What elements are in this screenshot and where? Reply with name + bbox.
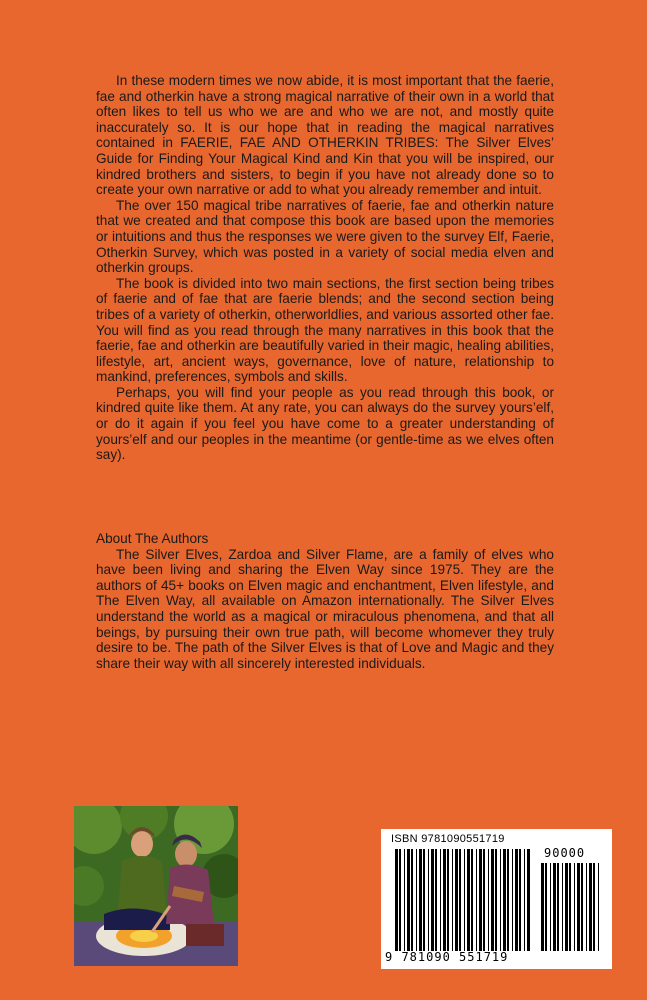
barcode-bar bbox=[419, 849, 422, 951]
barcode-bar bbox=[464, 849, 465, 951]
barcode-bar bbox=[500, 849, 501, 951]
description-paragraph-4: Perhaps, you will find your people as you read through this book, or kindred quite like them. At any rate, you can always do the survey yours’elf, or do it again if you feel you have come to a greater understanding of yours’elf and our peoples in the meantime (or gentle-time as we elves often say). bbox=[96, 384, 554, 463]
barcode-bar bbox=[577, 863, 580, 951]
barcode-bar bbox=[407, 849, 410, 951]
barcode-bar bbox=[431, 849, 434, 951]
barcode-bar bbox=[519, 849, 521, 951]
barcode-bar bbox=[541, 863, 544, 951]
description-paragraph-2: The over 150 magical tribe narratives of faerie, fae and otherkin nature that we created and that compose this book are based upon the memories or intuitions and thus the responses we were given to the survey Elf, Faerie, Otherkin Survey, which was posted in a variety of social media elven and otherkin groups. bbox=[96, 197, 554, 276]
book-description bbox=[96, 73, 554, 463]
barcode-bar bbox=[416, 849, 417, 951]
barcode-bar bbox=[443, 849, 446, 951]
about-heading: About The Authors bbox=[96, 531, 209, 546]
isbn-digits: 9 781090 551719 bbox=[385, 950, 509, 964]
isbn-label: ISBN 9781090551719 bbox=[391, 833, 505, 845]
barcode-bar bbox=[550, 863, 551, 951]
about-the-authors bbox=[96, 531, 554, 671]
barcode-bar bbox=[452, 849, 453, 951]
barcode-bar bbox=[598, 863, 599, 951]
author-photo bbox=[74, 806, 238, 966]
price-code: 90000 bbox=[544, 846, 586, 860]
barcode-bar bbox=[495, 849, 497, 951]
barcode-bar bbox=[459, 849, 461, 951]
barcode-bar bbox=[524, 849, 525, 951]
barcode-bar bbox=[440, 849, 441, 951]
barcode-bar bbox=[545, 863, 547, 951]
barcode-bar bbox=[491, 849, 494, 951]
barcode-bar bbox=[581, 863, 583, 951]
barcode-bar bbox=[593, 863, 595, 951]
barcode-bar bbox=[574, 863, 575, 951]
barcode-bar bbox=[507, 849, 509, 951]
barcode-bar bbox=[467, 849, 470, 951]
description-paragraph-3: The book is divided into two main sections, the first section being tribes of faerie and of fae that are faerie blends; and the second section being tribes of a variety of otherkin, otherworldlies, and various assorted other fae. You will find as you read through the many narratives in this book that the faerie, fae and otherkin are beautifully varied in their magic, healing abilities, lifestyle, art, ancient ways, governance, love of nature, relationship to mankind, preferences, symbols and skills. bbox=[96, 275, 554, 385]
barcode-bar bbox=[479, 849, 482, 951]
description-paragraph-1: In these modern times we now abide, it is most important that the faerie, fae and otherkin have a strong magical narrative of their own in a world that often likes to tell us who we are and who we are not, and mostly quite inaccurately so. It is our hope that in reading the magical narratives contained in FAERIE, FAE AND OTHERKIN TRIBES: The Silver Elves’ Guide for Finding Your Magical Kind and Kin that you will be inspired, our kindred brothers and sisters, to begin if you have not already done so to create your own narrative or add to what you already remember and intuit. bbox=[96, 73, 554, 198]
barcode-bar bbox=[553, 863, 556, 951]
barcode-bar bbox=[527, 849, 530, 951]
barcode-bar bbox=[411, 849, 413, 951]
barcode-bar bbox=[435, 849, 437, 951]
barcode-bar bbox=[447, 849, 449, 951]
barcode-bar bbox=[399, 849, 401, 951]
barcode-bar bbox=[503, 849, 506, 951]
barcode-bar bbox=[569, 863, 571, 951]
barcode-bar bbox=[395, 849, 398, 951]
about-body: The Silver Elves, Zardoa and Silver Flame, are a family of elves who have been living and sharing the Elven Way since 1975. They are the authors of 45+ books on Elven magic and enchantment, Elven lifestyle, and The Elven Way, all available on Amazon internationally. The Silver Elves understand the world as a magical or miraculous phenomena, and that all beings, by pursuing their own true path, will become whomever they truly desire to be. The path of the Silver Elves is that of Love and Magic and they share their way with all sincerely interested individuals. bbox=[96, 546, 554, 671]
barcode-bar bbox=[565, 863, 568, 951]
barcode-bar bbox=[512, 849, 513, 951]
barcode-bar bbox=[483, 849, 485, 951]
barcode-bar bbox=[423, 849, 425, 951]
barcode-bar bbox=[471, 849, 473, 951]
barcode-bar bbox=[404, 849, 405, 951]
isbn-barcode bbox=[381, 829, 612, 969]
barcode-bar bbox=[455, 849, 458, 951]
barcode-bar bbox=[586, 863, 587, 951]
barcode-bar bbox=[476, 849, 477, 951]
barcode-bar bbox=[557, 863, 559, 951]
barcode-bar bbox=[515, 849, 518, 951]
barcode-bar bbox=[589, 863, 592, 951]
barcode-bar bbox=[428, 849, 429, 951]
barcode-bar bbox=[562, 863, 563, 951]
barcode-bar bbox=[488, 849, 489, 951]
